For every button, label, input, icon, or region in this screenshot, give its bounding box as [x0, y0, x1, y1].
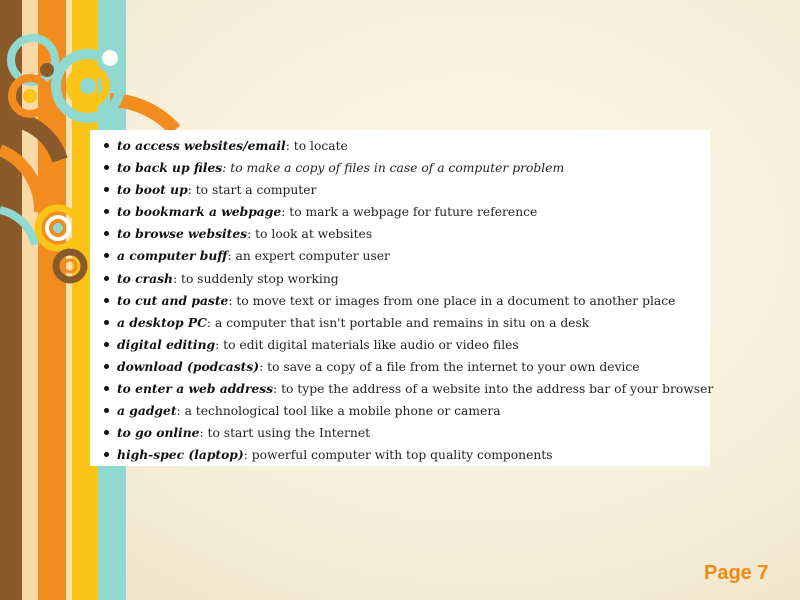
glossary-definition: : to look at websites	[247, 227, 373, 242]
glossary-list	[90, 130, 714, 466]
glossary-item	[90, 245, 710, 267]
glossary-item	[90, 179, 710, 201]
glossary-item	[90, 135, 710, 157]
glossary-definition: : to move text or images from one place in a document to another place	[228, 293, 676, 308]
glossary-definition: : a technological tool like a mobile phone or camera	[176, 404, 501, 419]
glossary-item	[90, 157, 710, 179]
glossary-definition: : an expert computer user	[227, 249, 390, 264]
glossary-definition: : to start using the Internet	[199, 426, 371, 441]
glossary-definition: : to type the address of a website into the address bar of your browser	[273, 382, 714, 397]
glossary-item	[90, 290, 710, 312]
glossary-term: to back up files	[117, 160, 223, 176]
glossary-item	[90, 356, 710, 378]
glossary-item	[90, 223, 710, 245]
glossary-definition: : to edit digital materials like audio or video files	[215, 337, 519, 352]
page-number: Page 7	[704, 562, 769, 584]
glossary-definition: : powerful computer with top quality components	[243, 448, 553, 463]
glossary-item	[90, 334, 710, 356]
glossary-term: to bookmark a webpage	[117, 204, 282, 220]
glossary-item	[90, 400, 710, 422]
glossary-term: to browse websites	[117, 226, 248, 242]
glossary-definition: : to suddenly stop working	[172, 271, 339, 286]
glossary-item	[90, 444, 710, 466]
glossary-definition: : to save a copy of a file from the internet to your own device	[259, 359, 640, 374]
glossary-term: to enter a web address	[117, 381, 274, 397]
glossary-term: to boot up	[117, 182, 188, 198]
glossary-definition: : to start a computer	[187, 183, 317, 198]
glossary-panel	[90, 130, 714, 466]
glossary-item	[90, 268, 710, 290]
glossary-term: to access websites/email	[117, 138, 286, 153]
glossary-item	[90, 422, 710, 444]
glossary-definition: : to locate	[285, 139, 348, 153]
glossary-item	[90, 201, 710, 223]
glossary-term: to cut and paste	[117, 292, 229, 308]
glossary-term: to go online	[117, 425, 200, 441]
glossary-term: high-spec (laptop)	[117, 447, 244, 463]
glossary-term: digital editing	[117, 336, 216, 352]
glossary-definition: : to make a copy of files in case of a computer problem	[222, 161, 565, 176]
glossary-term: to crash	[117, 270, 173, 286]
glossary-definition: : to mark a webpage for future reference	[281, 205, 538, 220]
glossary-item	[90, 312, 710, 334]
glossary-term: a gadget	[117, 403, 177, 419]
glossary-definition: : a computer that isn't portable and remains in situ on a desk	[206, 315, 590, 330]
glossary-term: a computer buff	[117, 248, 228, 264]
glossary-term: download (podcasts)	[117, 358, 260, 374]
glossary-term: a desktop PC	[117, 314, 207, 330]
glossary-item	[90, 378, 714, 400]
